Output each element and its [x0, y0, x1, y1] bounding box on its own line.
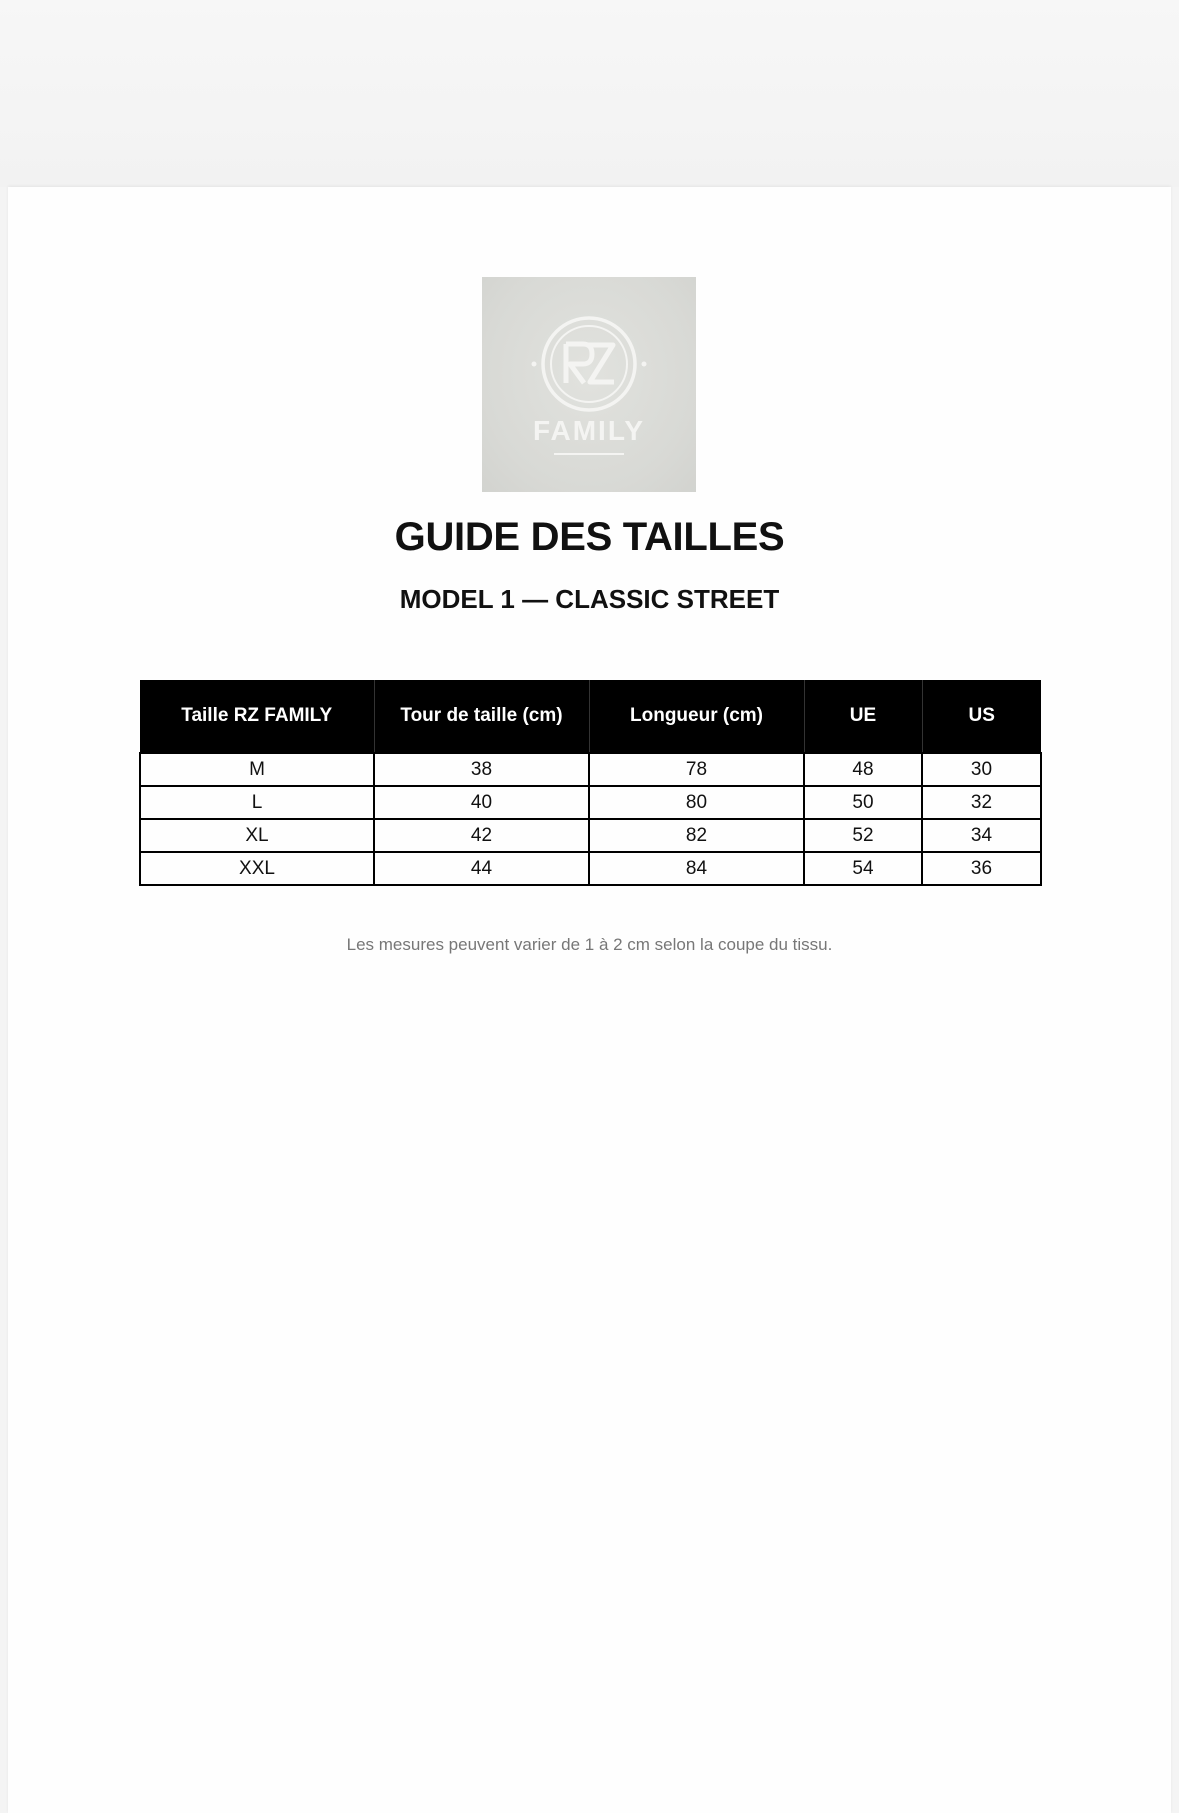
table-row [140, 852, 1041, 885]
table-header-row [140, 680, 1041, 753]
table-cell: 84 [589, 852, 804, 885]
table-cell: 32 [922, 786, 1041, 819]
brand-logo [482, 277, 696, 492]
column-header-length: Longueur (cm) [589, 680, 804, 753]
table-cell: 50 [804, 786, 922, 819]
top-background-band [0, 0, 1179, 187]
size-guide-table [139, 680, 1042, 886]
table-cell: 42 [374, 819, 589, 852]
table-row [140, 819, 1041, 852]
table-cell: 78 [589, 753, 804, 786]
table-cell: XXL [140, 852, 374, 885]
table-cell: 82 [589, 819, 804, 852]
page-subtitle: MODEL 1 — CLASSIC STREET [399, 584, 780, 614]
document-page [8, 187, 1171, 1813]
table-cell: 44 [374, 852, 589, 885]
table-cell: 30 [922, 753, 1041, 786]
table-cell: 34 [922, 819, 1041, 852]
table-cell: 36 [922, 852, 1041, 885]
table-cell: 80 [589, 786, 804, 819]
column-header-size: Taille RZ FAMILY [140, 680, 374, 753]
table-cell: 52 [804, 819, 922, 852]
page-title: GUIDE DES TAILLES [394, 515, 785, 559]
table-cell: 40 [374, 786, 589, 819]
svg-text:FAMILY: FAMILY [532, 415, 646, 446]
table-cell: M [140, 753, 374, 786]
rz-family-logo-icon [482, 277, 696, 492]
table-cell: L [140, 786, 374, 819]
column-header-waist: Tour de taille (cm) [374, 680, 589, 753]
measurement-note: Les mesures peuvent varier de 1 à 2 cm selon la coupe du tissu. [346, 935, 833, 954]
column-header-eu: UE [804, 680, 922, 753]
table-cell: 48 [804, 753, 922, 786]
table-row [140, 786, 1041, 819]
column-header-us: US [922, 680, 1041, 753]
table-cell: XL [140, 819, 374, 852]
table-cell: 54 [804, 852, 922, 885]
table-cell: 38 [374, 753, 589, 786]
table-row [140, 753, 1041, 786]
